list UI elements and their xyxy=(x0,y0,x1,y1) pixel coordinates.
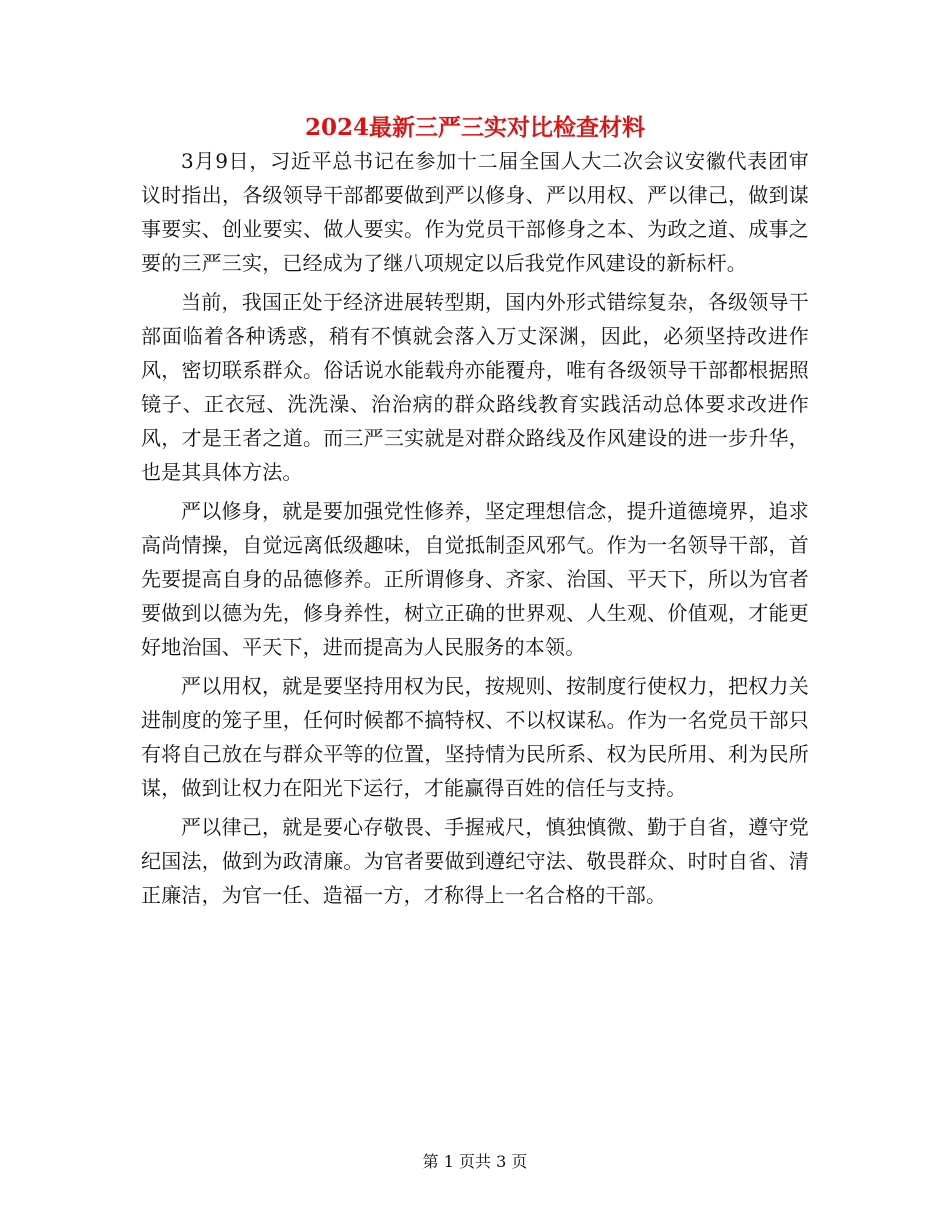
paragraph-5: 严以律己，就是要心存敬畏、手握戒尺，慎独慎微、勤于自省，遵守党纪国法，做到为政清廉。为官者要做到遵纪守法、敬畏群众、时时自省、清正廉洁，为官一任、造福一方，才称得上一名合格的干部。 xyxy=(141,815,809,907)
document-body xyxy=(141,144,809,917)
page-number-footer: 第 1 页共 3 页 xyxy=(422,1152,528,1171)
paragraph-1: 3月9日，习近平总书记在参加十二届全国人大二次会议安徽代表团审议时指出，各级领导干部都要做到严以修身、严以用权、严以律己，做到谋事要实、创业要实、做人要实。作为党员干部修身之本、为政之道、成事之要的三严三实，已经成为了继八项规定以后我党作风建设的新标杆。 xyxy=(141,149,809,275)
document-title: 2024最新三严三实对比检查材料 xyxy=(304,114,645,141)
paragraph-4: 严以用权，就是要坚持用权为民，按规则、按制度行使权力，把权力关进制度的笼子里，任何时候都不搞特权、不以权谋私。作为一名党员干部只有将自己放在与群众平等的位置，坚持情为民所系、权为民所用、利为民所谋，做到让权力在阳光下运行，才能赢得百姓的信任与支持。 xyxy=(141,674,809,800)
paragraph-2: 当前，我国正处于经济进展转型期，国内外形式错综复杂，各级领导干部面临着各种诱惑，稍有不慎就会落入万丈深渊，因此，必须坚持改进作风，密切联系群众。俗话说水能载舟亦能覆舟，唯有各级领导干部都根据照镜子、正衣冠、洗洗澡、治治病的群众路线教育实践活动总体要求改进作风，才是王者之道。而三严三实就是对群众路线及作风建设的进一步升华，也是其具体方法。 xyxy=(141,290,809,484)
paragraph-3: 严以修身，就是要加强党性修养，坚定理想信念，提升道德境界，追求高尚情操，自觉远离低级趣味，自觉抵制歪风邪气。作为一名领导干部，首先要提高自身的品德修养。正所谓修身、齐家、治国、平天下，所以为官者要做到以德为先，修身养性，树立正确的世界观、人生观、价值观，才能更好地治国、平天下，进而提高为人民服务的本领。 xyxy=(141,499,809,659)
